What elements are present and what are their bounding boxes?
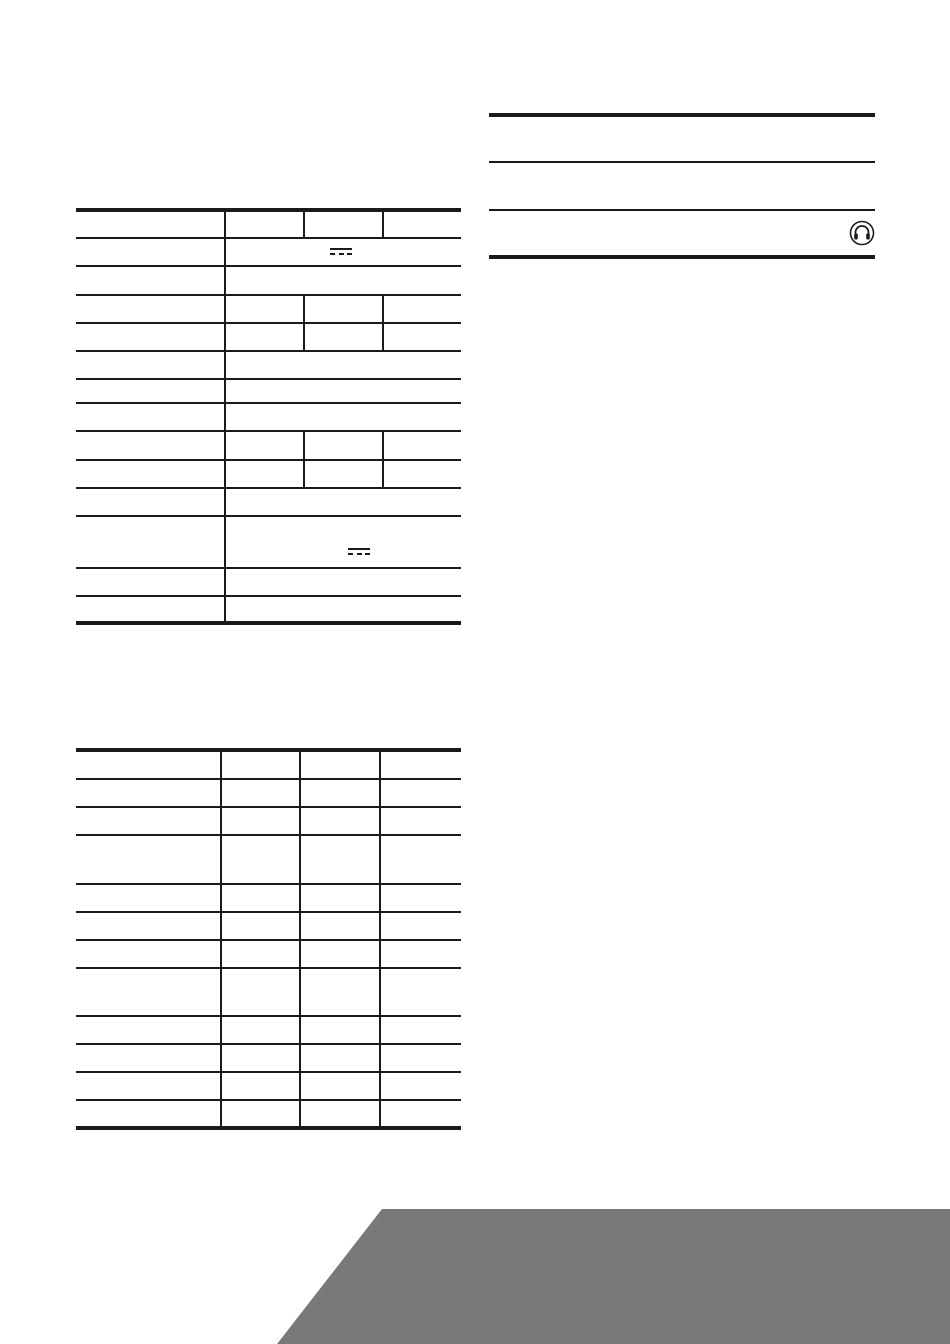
table1-rule (76, 350, 461, 352)
table1-rule (76, 294, 461, 296)
table2-rule (76, 939, 461, 941)
table1-col-divider (303, 208, 305, 238)
table1-rule (76, 567, 461, 569)
table1-rule (76, 402, 461, 404)
table2-rule (76, 911, 461, 913)
table2-col-divider (299, 748, 301, 1130)
table1-bottom-rule (76, 621, 461, 625)
table2-top-rule (76, 748, 461, 752)
table1-col-divider (224, 208, 226, 625)
right-panel-rule (489, 209, 875, 211)
right-panel-top-rule (489, 113, 875, 117)
table2-rule (76, 1043, 461, 1045)
dc-symbol-icon (330, 248, 352, 258)
table1-col-divider (382, 294, 384, 351)
table1-top-rule (76, 208, 461, 212)
table2-rule (76, 778, 461, 780)
table2-col-divider (220, 748, 222, 1130)
table1-rule (76, 487, 461, 489)
table1-rule (76, 237, 461, 239)
table2-bottom-rule (76, 1126, 461, 1130)
table1-col-divider (382, 208, 384, 238)
table2-rule (76, 834, 461, 836)
corner-banner-shape (277, 1209, 950, 1344)
dc-symbol-icon (348, 548, 370, 558)
table2-rule (76, 967, 461, 969)
table1-rule (76, 459, 461, 461)
table2-rule (76, 1071, 461, 1073)
table1-rule (76, 515, 461, 517)
table2-rule (76, 806, 461, 808)
table1-col-divider (303, 430, 305, 488)
right-panel-bottom-rule (489, 255, 875, 259)
table2-col-divider (379, 748, 381, 1130)
table1-rule (76, 265, 461, 267)
right-panel-rule (489, 161, 875, 163)
table1-rule (76, 322, 461, 324)
table1-rule (76, 430, 461, 432)
table2-rule (76, 1099, 461, 1101)
table1-rule (76, 378, 461, 380)
table1-rule (76, 595, 461, 597)
table2-rule (76, 883, 461, 885)
table1-col-divider (303, 294, 305, 351)
table2-rule (76, 1015, 461, 1017)
table1-col-divider (382, 430, 384, 488)
headphones-icon (849, 220, 875, 246)
